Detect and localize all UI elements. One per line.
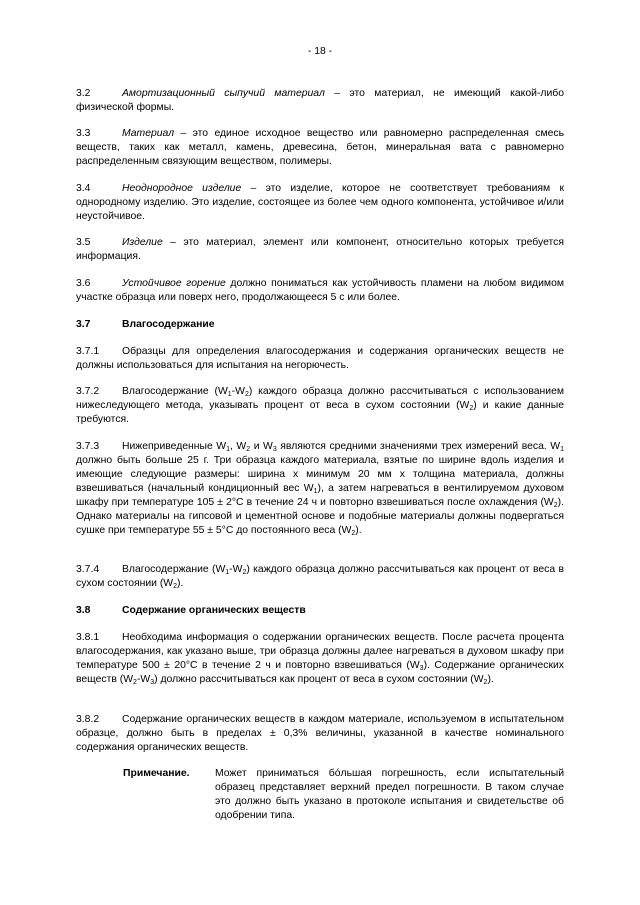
text: должно быть больше 25 г. Три образца каждого материала, взятые по ширине вдоль изделия и имеющие следующие размеры: ширина x минимум 20 мм x толщина материала, должны взвешиваться (начальный кондиционный вес W xyxy=(76,455,564,494)
text: Влагосодержание (W xyxy=(122,386,228,397)
para-3-7-1 xyxy=(76,345,564,373)
subscript: 1 xyxy=(225,569,230,576)
item-3-6 xyxy=(76,277,564,305)
subscript: 1 xyxy=(313,488,318,495)
para-text: Образцы для определения влагосодержания и содержания органических веществ не должны использоваться для испытания на негорючесть. xyxy=(76,346,564,371)
section-title: Содержание органических веществ xyxy=(122,605,306,616)
section-heading-3-8 xyxy=(76,604,306,618)
item-3-3 xyxy=(76,127,564,169)
subscript: 2 xyxy=(351,530,356,537)
note-text: Может приниматься бóльшая погрешность, если испытательный образец представляет верхний предел погрешности. В таком случае это должно быть указано в протоколе испытания и свидетельстве об одобрении типа. xyxy=(215,768,564,821)
text: -W xyxy=(229,564,243,575)
para-3-8-1 xyxy=(76,631,564,687)
para-number: 3.7.3 xyxy=(76,441,100,452)
text: Нижеприведенные W xyxy=(122,441,227,452)
item-number: 3.5 xyxy=(76,237,91,248)
text: ). Однако материалы на гипсовой и цементной основе и подобные материалы должны подвергаться сушке при температуре 55 ± 5°C до постоянного веса (W xyxy=(76,497,564,536)
para-number: 3.7.2 xyxy=(76,386,100,397)
item-3-2 xyxy=(76,87,564,115)
subscript: 2 xyxy=(173,583,178,590)
text: -W xyxy=(231,386,245,397)
section-number: 3.8 xyxy=(76,605,91,616)
item-term: Устойчивое горение xyxy=(122,278,226,289)
item-text: – это изделие, которое не соответствует требованиям к однородному изделию. Это изделие, состоящее из более чем одного компонента, устойчивое и/или неустойчивое. xyxy=(76,183,564,222)
text: Необходима информация о содержании органических веществ. После расчета процента влагосодержания, как указано выше, три образца должны далее нагреваться в духовом шкафу при температуре 500 ± 20°C в течение 2 ч и повторно взвешиваться (W xyxy=(76,632,564,671)
note-label: Примечание. xyxy=(123,768,190,779)
item-number: 3.6 xyxy=(76,278,91,289)
subscript: 1 xyxy=(227,391,232,398)
text: ) и какие данные требуются. xyxy=(76,400,564,425)
page-number: - 18 - xyxy=(307,46,333,57)
para-number: 3.7.4 xyxy=(76,564,100,575)
subscript: 1 xyxy=(560,446,564,453)
item-number: 3.2 xyxy=(76,88,91,99)
subscript: 3 xyxy=(272,446,277,453)
subscript: 3 xyxy=(150,679,155,686)
text: ). xyxy=(487,674,494,685)
item-term: Изделие xyxy=(122,237,163,248)
item-term: Неоднородное изделие xyxy=(122,183,242,194)
item-text: – это материал, элемент или компонент, относительно которых требуется информация. xyxy=(76,237,564,262)
para-number: 3.8.1 xyxy=(76,632,100,643)
item-number: 3.4 xyxy=(76,183,91,194)
section-title: Влагосодержание xyxy=(122,319,215,330)
text: ) каждого образца должно рассчитываться с использованием нижеследующего метода, указывать процент от веса в сухом состоянии (W xyxy=(76,386,564,411)
text: ). xyxy=(355,525,362,536)
text: являются средними значениями трех измерений веса. W xyxy=(276,441,561,452)
para-3-7-3 xyxy=(76,440,564,538)
item-text: – это материал, не имеющий какой-либо физической формы. xyxy=(76,88,564,113)
item-term: Материал xyxy=(122,128,175,139)
para-number: 3.8.2 xyxy=(76,714,100,725)
item-3-4 xyxy=(76,182,564,224)
subscript: 2 xyxy=(242,569,247,576)
text: Влагосодержание (W xyxy=(122,564,226,575)
subscript: 3 xyxy=(419,665,424,672)
para-3-8-2 xyxy=(76,713,564,755)
para-3-7-4 xyxy=(76,563,564,591)
text: и W xyxy=(250,441,273,452)
item-number: 3.3 xyxy=(76,128,91,139)
subscript: 2 xyxy=(553,502,558,509)
subscript: 2 xyxy=(469,405,474,412)
para-3-7-2 xyxy=(76,385,564,427)
text: ). Содержание органических веществ (W xyxy=(76,660,564,685)
item-text: – это единое исходное вещество или равномерно распределенная смесь веществ, таких как металл, камень, древесина, бетон, минеральная вата с равномерно распределенным связующим веществом, полимеры. xyxy=(76,128,564,167)
text: ) каждого образца должно рассчитываться как процент от веса в сухом состоянии (W xyxy=(76,564,564,589)
text: ). xyxy=(177,578,184,589)
subscript: 1 xyxy=(226,446,231,453)
item-term: Амортизационный сыпучий материал xyxy=(122,88,325,99)
para-text: Содержание органических веществ в каждом материале, используемом в испытательном образце, должно быть в пределах ± 0,3% величины, указанной в качестве номинального содержания органических веществ. xyxy=(76,714,564,753)
item-text: должно пониматься как устойчивость пламени на любом видимом участке образца или поверх него, продолжающееся 5 с или более. xyxy=(76,278,564,303)
subscript: 2 xyxy=(483,679,488,686)
item-3-5 xyxy=(76,236,564,264)
text: , W xyxy=(230,441,247,452)
subscript: 2 xyxy=(244,391,249,398)
section-number: 3.7 xyxy=(76,319,91,330)
text: ) должно рассчитываться как процент от веса в сухом состоянии (W xyxy=(154,674,484,685)
text: -W xyxy=(136,674,151,685)
subscript: 2 xyxy=(133,679,137,686)
text: ), а затем нагреваться в вентилируемом духовом шкафу при температуре 105 ± 2°C в течение 24 ч и повторно взвешиваться после охлаждения (W xyxy=(76,483,564,508)
para-number: 3.7.1 xyxy=(76,346,100,357)
section-heading-3-7 xyxy=(76,318,215,332)
subscript: 2 xyxy=(246,446,251,453)
